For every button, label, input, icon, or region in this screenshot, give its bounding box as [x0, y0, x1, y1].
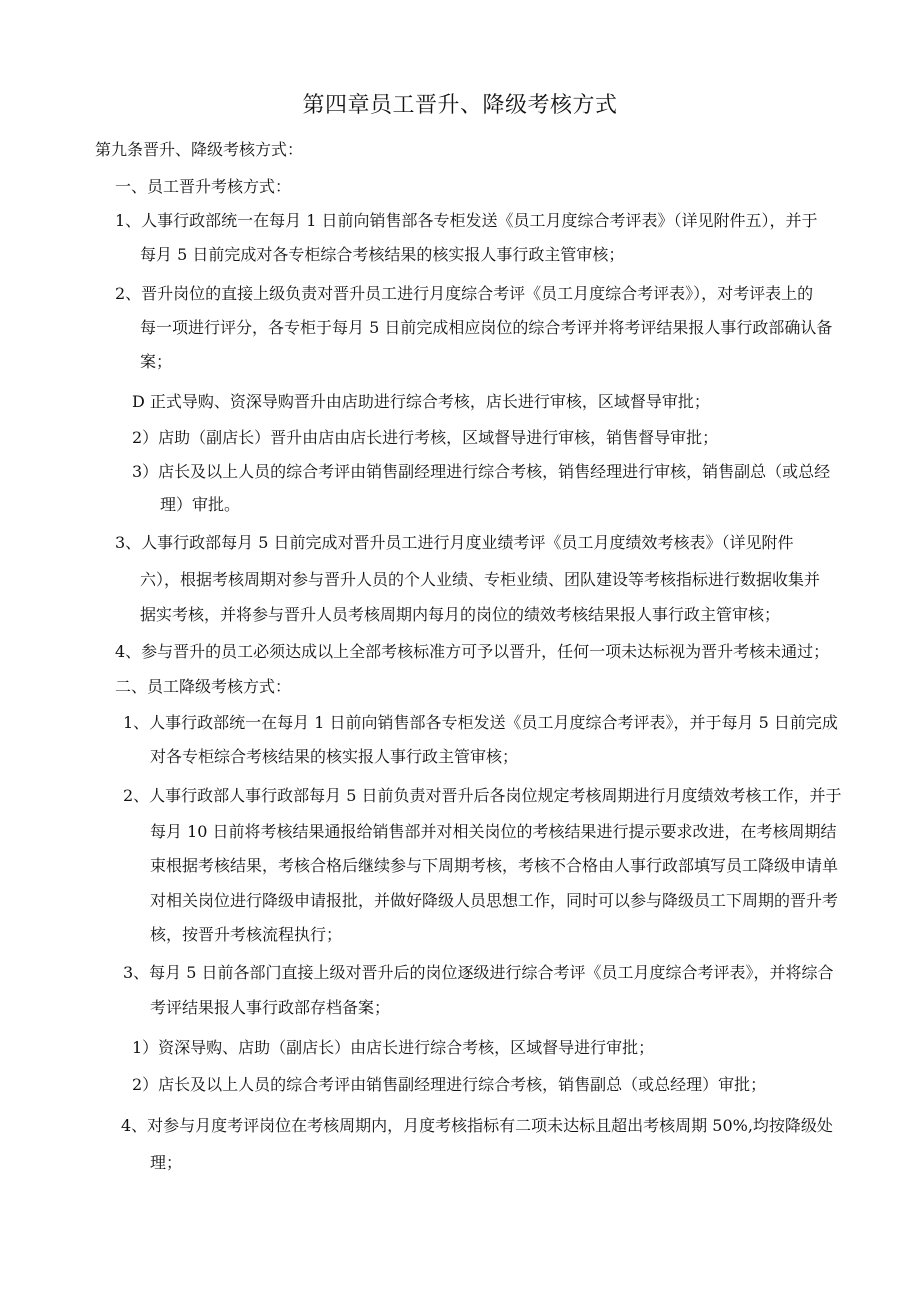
promotion-item-2-line-3: 案； — [140, 352, 173, 371]
demotion-item-3-line-1: 3、每月 5 日前各部门直接上级对晋升后的岗位逐级进行综合考评《员工月度综合考评表》，并将综合 — [123, 963, 834, 982]
promotion-item-1-line-2: 每月 5 日前完成对各专柜综合考核结果的核实报人事行政主管审核； — [140, 245, 625, 264]
demotion-item-2-line-1: 2、人事行政部人事行政部每月 5 日前负责对晋升后各岗位规定考核周期进行月度绩效考核工作，并于 — [123, 786, 842, 805]
promotion-item-2-line-1: 2、晋升岗位的直接上级负责对晋升员工进行月度综合考评《员工月度综合考评表》），对考评表上的 — [115, 284, 814, 303]
demotion-item-1-line-1: 1、人事行政部统一在每月 1 日前向销售部各专柜发送《员工月度综合考评表》，并于每月 5 日前完成 — [123, 713, 838, 732]
article-heading: 第九条晋升、降级考核方式： — [95, 140, 304, 159]
demotion-item-4-line-1: 4、对参与月度考评岗位在考核周期内，月度考核指标有二项未达标且超出考核周期 50%,均按降级处 — [121, 1116, 833, 1135]
demotion-item-2-line-4: 对相关岗位进行降级申请报批，并做好降级人员思想工作，同时可以参与降级员工下周期的晋升考 — [150, 891, 839, 910]
section-heading-demotion: 二、员工降级考核方式： — [115, 677, 292, 696]
promotion-subitem-1: D 正式导购、资深导购晋升由店助进行综合考核，店长进行审核，区域督导审批； — [132, 392, 710, 411]
demotion-item-1-line-2: 对各专柜综合考核结果的核实报人事行政主管审核； — [150, 747, 519, 766]
promotion-item-1-line-1: 1、人事行政部统一在每月 1 日前向销售部各专柜发送《员工月度综合考评表》（详见附件五），并于 — [115, 211, 818, 230]
promotion-subitem-2: 2）店助（副店长）晋升由店由店长进行考核，区域督导进行审核，销售督导审批； — [132, 428, 719, 447]
section-heading-promotion: 一、员工晋升考核方式： — [115, 177, 292, 196]
promotion-subitem-3-line-2: 理）审批。 — [160, 495, 241, 514]
chapter-title: 第四章员工晋升、降级考核方式 — [302, 93, 618, 118]
promotion-item-3-line-2: 六），根据考核周期对参与晋升人员的个人业绩、专柜业绩、团队建设等考核指标进行数据收集并 — [140, 570, 821, 589]
promotion-subitem-3-line-1: 3）店长及以上人员的综合考评由销售副经理进行综合考核，销售经理进行审核，销售副总（或总经 — [132, 462, 831, 481]
demotion-item-4-line-2: 理； — [150, 1153, 183, 1172]
promotion-item-4: 4、参与晋升的员工必须达成以上全部考核标准方可予以晋升，任何一项未达标视为晋升考核未通过； — [115, 642, 830, 661]
promotion-item-3-line-3: 据实考核，并将参与晋升人员考核周期内每月的岗位的绩效考核结果报人事行政主管审核； — [140, 605, 781, 624]
demotion-item-2-line-2: 每月 10 日前将考核结果通报给销售部并对相关岗位的考核结果进行提示要求改进，在考核周期结 — [150, 822, 837, 841]
promotion-item-2-line-2: 每一项进行评分，各专柜于每月 5 日前完成相应岗位的综合考评并将考评结果报人事行政部确认备 — [140, 318, 833, 337]
demotion-item-2-line-3: 束根据考核结果，考核合格后继续参与下周期考核，考核不合格由人事行政部填写员工降级申请单 — [150, 856, 839, 875]
promotion-item-3-line-1: 3、人事行政部每月 5 日前完成对晋升员工进行月度业绩考评《员工月度绩效考核表》（详见附件 — [115, 533, 794, 552]
demotion-item-2-line-5: 核，按晋升考核流程执行； — [150, 925, 343, 944]
demotion-item-3-line-2: 考评结果报人事行政部存档备案； — [150, 998, 391, 1017]
demotion-subitem-2: 2）店长及以上人员的综合考评由销售副经理进行综合考核，销售副总（或总经理）审批； — [132, 1075, 767, 1094]
demotion-subitem-1: 1）资深导购、店助（副店长）由店长进行综合考核，区域督导进行审批； — [132, 1038, 655, 1057]
